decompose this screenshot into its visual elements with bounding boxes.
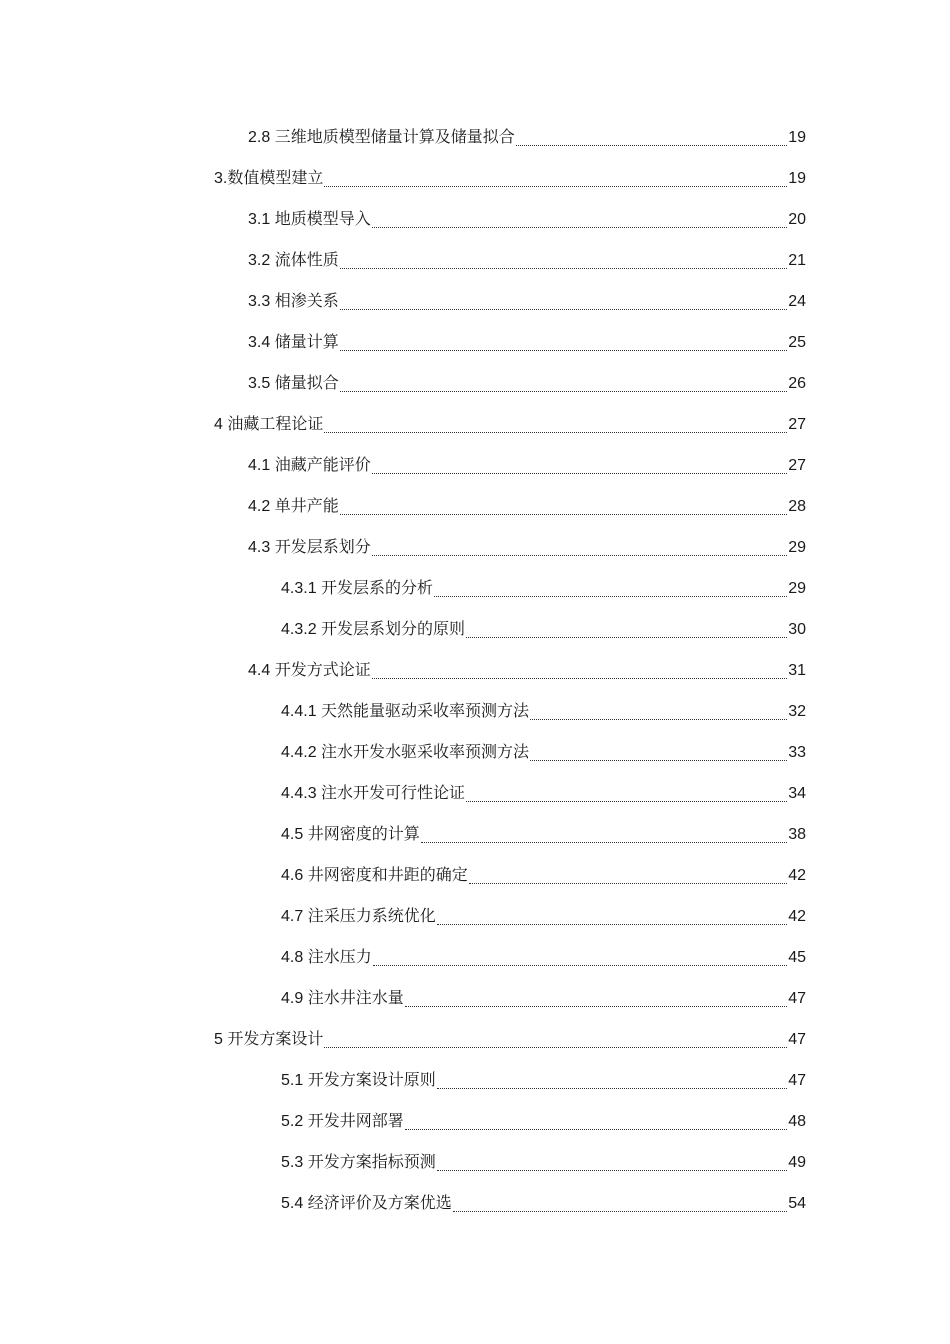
toc-entry-title: 4.6 井网密度和井距的确定	[281, 867, 468, 884]
toc-entry-page: 38	[788, 826, 806, 843]
toc-entry[interactable]	[281, 618, 806, 642]
toc-entry-page: 42	[788, 908, 806, 925]
toc-entry-page: 33	[788, 744, 806, 761]
toc-dot-leader	[516, 144, 788, 146]
toc-entry[interactable]	[248, 659, 806, 683]
toc-entry-title: 5.4 经济评价及方案优选	[281, 1195, 452, 1212]
toc-entry[interactable]	[281, 1069, 806, 1093]
toc-entry-title: 2.8 三维地质模型储量计算及储量拟合	[248, 129, 515, 146]
toc-entry-page: 19	[788, 129, 806, 146]
toc-entry[interactable]	[248, 290, 806, 314]
toc-entry[interactable]	[281, 741, 806, 765]
toc-entry[interactable]	[281, 946, 806, 970]
toc-dot-leader	[372, 554, 788, 556]
toc-entry-title: 3.5 储量拟合	[248, 375, 339, 392]
toc-dot-leader	[372, 677, 788, 679]
toc-dot-leader	[530, 718, 787, 720]
toc-dot-leader	[453, 1210, 788, 1212]
toc-entry-title: 4.9 注水井注水量	[281, 990, 404, 1007]
toc-dot-leader	[421, 841, 788, 843]
toc-entry-title: 4.5 井网密度的计算	[281, 826, 420, 843]
toc-dot-leader	[324, 1046, 787, 1048]
toc-entry[interactable]	[214, 413, 806, 437]
toc-entry-page: 27	[788, 416, 806, 433]
toc-entry[interactable]	[281, 577, 806, 601]
toc-dot-leader	[373, 964, 788, 966]
toc-entry-title: 4.4 开发方式论证	[248, 662, 371, 679]
toc-entry-title: 4.2 单井产能	[248, 498, 339, 515]
toc-entry-title: 3.数值模型建立	[214, 170, 324, 187]
toc-entry-title: 3.2 流体性质	[248, 252, 339, 269]
toc-dot-leader	[466, 800, 787, 802]
toc-entry-page: 27	[788, 457, 806, 474]
toc-entry-title: 5.2 开发井网部署	[281, 1113, 404, 1130]
toc-entry-page: 34	[788, 785, 806, 802]
toc-entry[interactable]	[248, 126, 806, 150]
toc-entry-page: 29	[788, 580, 806, 597]
toc-entry-title: 4.7 注采压力系统优化	[281, 908, 436, 925]
toc-entry-page: 21	[788, 252, 806, 269]
toc-entry[interactable]	[248, 372, 806, 396]
toc-dot-leader	[437, 923, 788, 925]
toc-dot-leader	[437, 1169, 788, 1171]
toc-entry[interactable]	[281, 1151, 806, 1175]
toc-entry-title: 4.4.3 注水开发可行性论证	[281, 785, 466, 802]
toc-dot-leader	[324, 431, 787, 433]
toc-entry-title: 4.3.2 开发层系划分的原则	[281, 621, 466, 638]
toc-entry-page: 48	[788, 1113, 806, 1130]
toc-entry-page: 31	[788, 662, 806, 679]
toc-dot-leader	[340, 349, 788, 351]
toc-dot-leader	[324, 185, 787, 187]
toc-entry[interactable]	[281, 1110, 806, 1134]
toc-entry[interactable]	[248, 249, 806, 273]
toc-entry-page: 26	[788, 375, 806, 392]
toc-entry-title: 5.1 开发方案设计原则	[281, 1072, 436, 1089]
toc-dot-leader	[340, 513, 788, 515]
toc-dot-leader	[372, 226, 788, 228]
toc-dot-leader	[340, 308, 788, 310]
toc-entry[interactable]	[248, 454, 806, 478]
toc-entry-page: 32	[788, 703, 806, 720]
toc-entry[interactable]	[281, 905, 806, 929]
toc-dot-leader	[437, 1087, 788, 1089]
toc-dot-leader	[466, 636, 787, 638]
toc-entry[interactable]	[281, 782, 806, 806]
toc-entry-title: 4.1 油藏产能评价	[248, 457, 371, 474]
toc-entry-title: 4.3.1 开发层系的分析	[281, 580, 434, 597]
toc-entry-title: 3.3 相渗关系	[248, 293, 339, 310]
toc-entry[interactable]	[281, 864, 806, 888]
toc-dot-leader	[530, 759, 787, 761]
toc-entry-page: 47	[788, 1031, 806, 1048]
toc-entry-page: 19	[788, 170, 806, 187]
toc-entry[interactable]	[248, 536, 806, 560]
toc-dot-leader	[340, 267, 788, 269]
toc-dot-leader	[469, 882, 788, 884]
toc-entry-title: 4 油藏工程论证	[214, 416, 324, 433]
toc-entry-title: 5 开发方案设计	[214, 1031, 324, 1048]
toc-dot-leader	[372, 472, 788, 474]
toc-dot-leader	[405, 1005, 788, 1007]
toc-entry-page: 28	[788, 498, 806, 515]
toc-entry-page: 47	[788, 1072, 806, 1089]
toc-entry[interactable]	[281, 700, 806, 724]
toc-entry-page: 49	[788, 1154, 806, 1171]
toc-entry-page: 54	[788, 1195, 806, 1212]
toc-entry[interactable]	[281, 823, 806, 847]
toc-entry-page: 24	[788, 293, 806, 310]
toc-entry[interactable]	[248, 208, 806, 232]
toc-dot-leader	[340, 390, 788, 392]
toc-entry-title: 3.1 地质模型导入	[248, 211, 371, 228]
toc-entry-page: 30	[788, 621, 806, 638]
toc-entry[interactable]	[248, 331, 806, 355]
toc-dot-leader	[434, 595, 787, 597]
toc-entry[interactable]	[281, 1192, 806, 1216]
toc-entry[interactable]	[281, 987, 806, 1011]
toc-entry-page: 47	[788, 990, 806, 1007]
toc-entry-page: 42	[788, 867, 806, 884]
toc-entry-page: 45	[788, 949, 806, 966]
toc-entry-title: 4.4.2 注水开发水驱采收率预测方法	[281, 744, 530, 761]
toc-entry-title: 3.4 储量计算	[248, 334, 339, 351]
toc-entry[interactable]	[248, 495, 806, 519]
toc-entry[interactable]	[214, 1028, 806, 1052]
toc-entry-title: 4.3 开发层系划分	[248, 539, 371, 556]
toc-entry-page: 29	[788, 539, 806, 556]
toc-dot-leader	[405, 1128, 788, 1130]
toc-entry-title: 4.4.1 天然能量驱动采收率预测方法	[281, 703, 530, 720]
toc-entry-page: 25	[788, 334, 806, 351]
toc-entry[interactable]	[214, 167, 806, 191]
toc-entry-title: 4.8 注水压力	[281, 949, 372, 966]
toc-entry-page: 20	[788, 211, 806, 228]
toc-entry-title: 5.3 开发方案指标预测	[281, 1154, 436, 1171]
